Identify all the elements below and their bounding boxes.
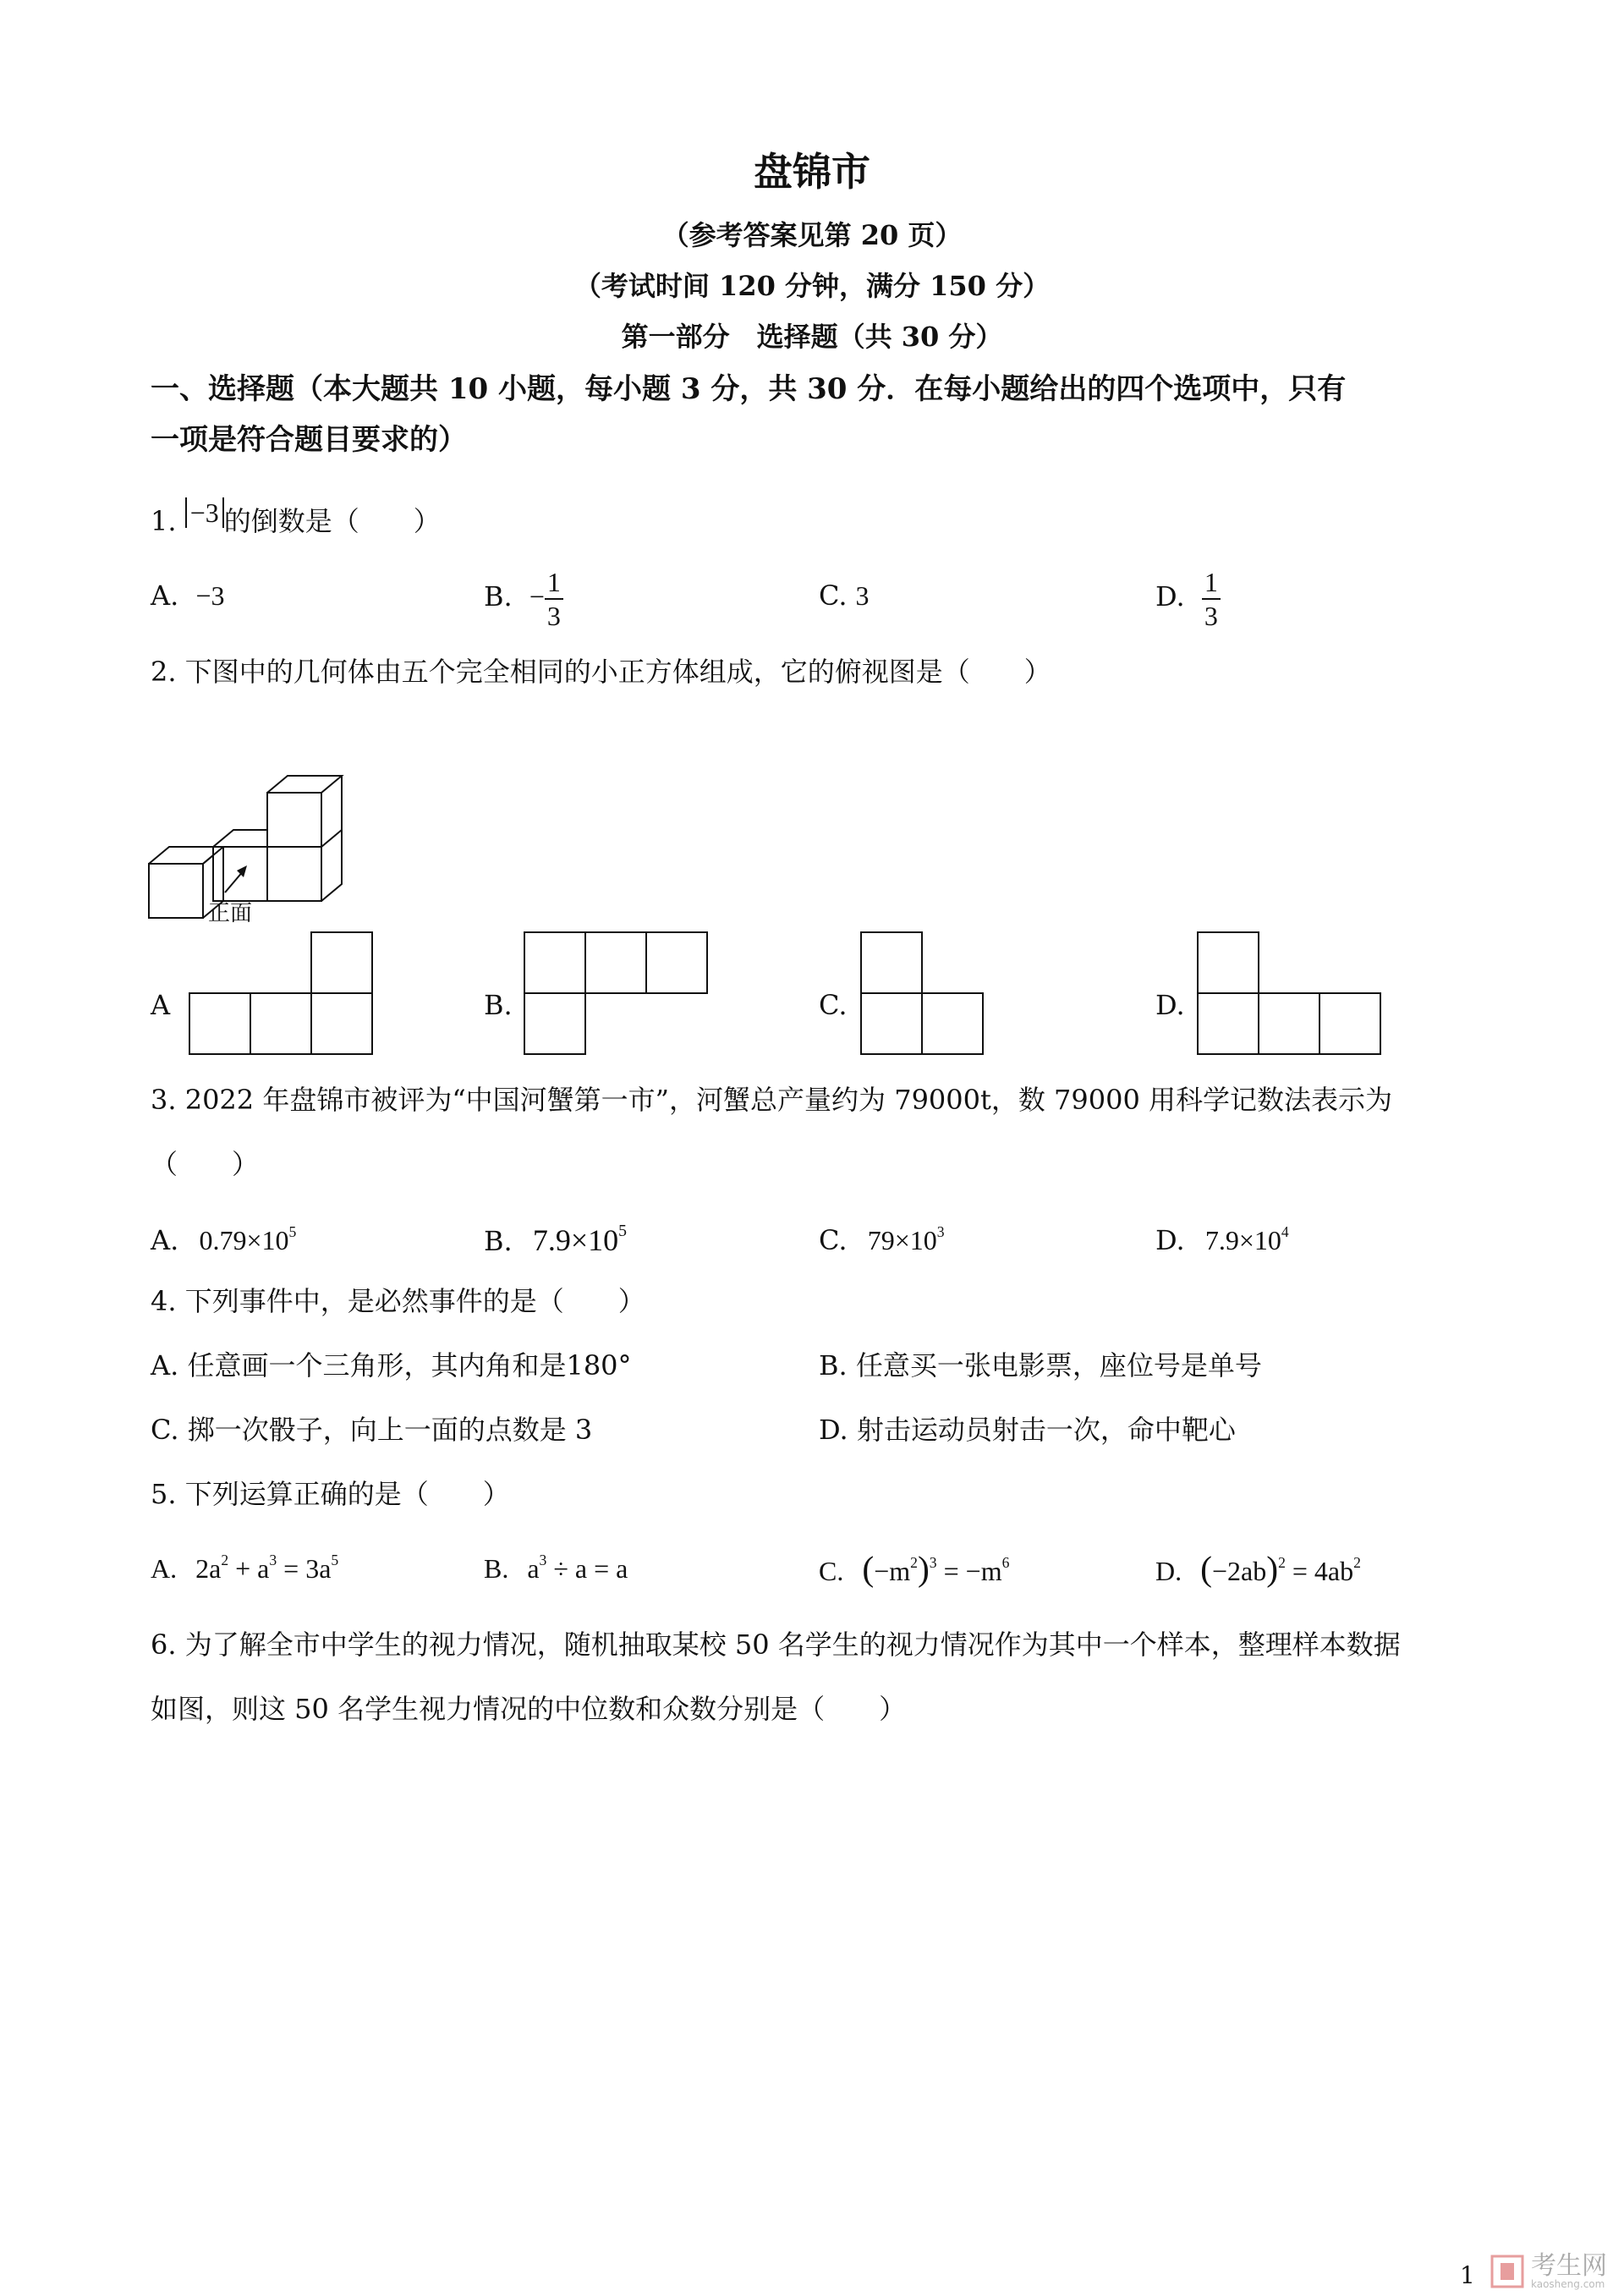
q4-option-c: C. 掷一次骰子，向上一面的点数是 3 [151,1414,593,1446]
q2-option-b-label: B. [484,989,513,1021]
question-2: 2. 下图中的几何体由五个完全相同的小正方体组成，它的俯视图是（ ） [151,656,1051,688]
watermark-url: kaosheng.com [1531,2278,1605,2290]
question-3-line1: 3. 2022 年盘锦市被评为“中国河蟹第一市”，河蟹总产量约为 79000t，数 79000 用科学记数法表示为 [151,1084,1393,1116]
q3-d-label: D. [1155,1224,1185,1256]
q1-option-b [484,558,563,634]
q5-option-d [1155,1549,1361,1588]
q3-c-label: C. [819,1224,848,1256]
q1-option-c [819,579,870,612]
question-6-line1: 6. 为了解全市中学生的视力情况，随机抽取某校 50 名学生的视力情况作为其中一个样本，整理样本数据 [151,1629,1401,1661]
q1-b-label: B. [484,580,513,612]
q3-d-value [1205,1225,1289,1255]
q3-a-label: A. [151,1224,179,1256]
question-4: 4. 下列事件中，是必然事件的是（ ） [151,1285,645,1317]
q3-b-label: B. [484,1225,513,1257]
q3-c-exponent: 3 [936,1223,945,1241]
page-title: 盘锦市 [754,149,870,195]
q5-b-label: B. [484,1553,509,1584]
q1-number: 1. [151,505,177,537]
q3-b-base: 7.9×10 [532,1223,619,1257]
q1-d-label: D. [1155,580,1185,612]
q5-b-expression: $a^3 \div a = a$ [527,1552,628,1584]
q5-d-label: D. [1155,1556,1182,1586]
q1-c-label: C. [819,579,848,612]
q3-option-b [484,1223,627,1258]
q2-front-label: 正面 [208,901,253,926]
q1-b-numerator: 1 [545,566,563,600]
q2-option-c-figure[interactable] [859,931,986,1056]
question-6-line2: 如图，则这 50 名学生视力情况的中位数和众数分别是（ ） [151,1693,907,1725]
answer-reference: （参考答案见第 20 页） [661,219,963,251]
question-5: 5. 下列运算正确的是（ ） [151,1478,510,1510]
q1-d-denominator: 3 [1204,600,1218,631]
q1-d-numerator: 1 [1202,566,1221,600]
q3-d-exponent: 4 [1281,1223,1289,1241]
q5-c-label: C. [819,1556,844,1586]
q2-option-d-figure[interactable] [1196,931,1382,1056]
q3-a-base: 0.79×10 [199,1225,289,1255]
q4-option-d: D. 射击运动员射击一次，命中靶心 [819,1414,1236,1446]
q1-b-denominator: 3 [546,600,561,631]
q2-option-c-label: C. [819,989,848,1021]
watermark [1490,2251,1607,2290]
q5-a-label: A. [151,1553,178,1584]
q1-option-d [1155,558,1221,634]
q1-option-a [151,579,225,612]
q1-absolute-value: −3 [185,497,224,528]
page-number: 1 [1460,2261,1475,2289]
q3-b-exponent: 5 [618,1222,628,1241]
q2-option-d-label: D. [1155,989,1185,1021]
q3-option-d [1155,1223,1289,1257]
question-1 [151,497,441,538]
q4-option-b: B. 任意买一张电影票，座位号是单号 [819,1349,1262,1381]
q5-option-c [819,1549,1010,1588]
q2-option-a-label: A [151,989,171,1021]
q1-d-fraction [1202,566,1221,632]
watermark-text: 考生网 [1531,2251,1607,2281]
q3-b-value [533,1223,627,1257]
part-heading: 第一部分 选择题（共 30 分） [621,321,1003,353]
exam-info: （考试时间 120 分钟，满分 150 分） [573,270,1051,302]
q5-option-b [484,1552,628,1585]
q5-c-expression: $(-m^2)^3 = -m^6$ [862,1549,1010,1588]
q5-d-expression: $(-2ab)^2 = 4ab^2$ [1200,1549,1361,1588]
q3-c-base: 79×10 [867,1225,937,1255]
q5-a-expression: $2a^2 + a^3 = 3a^5$ [195,1552,339,1584]
q1-b-sign: − [529,581,545,612]
watermark-logo-icon [1490,2255,1524,2288]
q1-a-value: −3 [195,580,225,611]
q5-option-a [151,1552,338,1585]
q3-option-a [151,1223,296,1257]
q1-text: 的倒数是（ ） [223,505,441,537]
q4-option-a: A. 任意画一个三角形，其内角和是180° [151,1349,632,1381]
q3-d-base: 7.9×10 [1204,1225,1281,1255]
q3-option-c [819,1223,945,1257]
q1-c-value: 3 [855,580,870,611]
q1-a-label: A. [151,579,179,612]
q3-a-exponent: 5 [288,1223,297,1241]
q2-option-b-figure[interactable] [523,931,709,1056]
section-heading-line2: 一项是符合题目要求的） [151,423,467,457]
q2-option-a-figure[interactable] [188,931,374,1056]
q3-c-value [868,1225,945,1255]
q1-b-fraction [545,566,563,632]
question-3-line2: （ ） [151,1148,260,1180]
section-heading-line1: 一、选择题（本大题共 10 小题，每小题 3 分，共 30 分．在每小题给出的四个选项中，只有 [151,372,1347,406]
q3-a-value [199,1225,296,1255]
